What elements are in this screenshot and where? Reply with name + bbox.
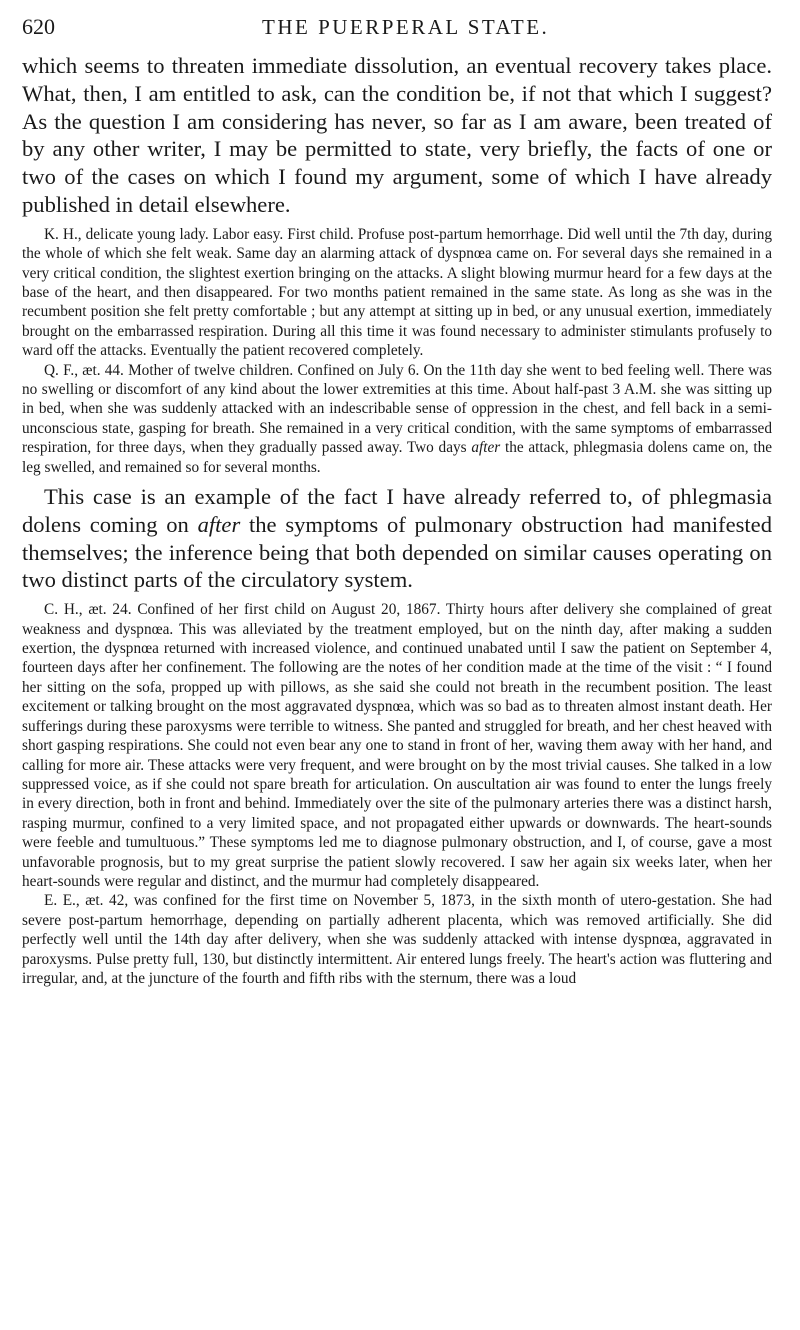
case-qf-text-2: the attack, phlegmasia dolens came on, the leg swelled, and remained so for several months. (22, 439, 773, 476)
example-paragraph (22, 483, 772, 594)
case-qf-text-1: Q. F., æt. 44. Mother of twelve children. Confined on July 6. On the 11th day she went to bed feeling well. There was no swelling or discomfort of any kind about the lower extremities at this time. About half-past 3 A.M. she was sitting up in bed, when she was suddenly attacked with an indescribable sense of oppression in the chest, and fell back in a semi-unconscious state, gasping for breath. She remained in a very critical condition, with the same symptoms of embarrassed respiration, for three days, when they gradually passed away. Two days (22, 361, 772, 457)
example-emphasis: after (197, 511, 241, 537)
case-ch-paragraph: C. H., æt. 24. Confined of her first child on August 20, 1867. Thirty hours after delivery she complained of great weakness and dyspnœa. This was alleviated by the treatment employed, but on the ninth day, after making a sudden exertion, the dyspnœa returned with increased violence, and continued unabated until I saw the patient on September 4, fourteen days after her confinement. The following are the notes of her condition made at the time of the visit : “ I found her sitting on the sofa, propped up with pillows, as she said she could not breath in the recumbent position. The least excitement or talking brought on the most aggravated dyspnœa, which was so bad as to threaten almost instant death. Her sufferings during these paroxysms were terrible to witness. She panted and struggled for breath, and her chest heaved with short gasping respirations. She could not even bear any one to stand in front of her, waving them away with her hand, and calling for more air. These attacks were very frequent, and were brought on by the most trivial causes. She talked in a low suppressed voice, as if she could not spare breath for articulation. On auscultation air was found to enter the lungs freely in every direction, both in front and behind. Immediately over the site of the pulmonary arteries there was a distinct harsh, rasping murmur, confined to a very limited space, and not propagated either upwards or downwards. The heart-sounds were feeble and tumultuous.” These symptoms led me to diagnose pulmonary obstruction, and I, of course, gave a most unfavorable prognosis, but to my great surprise the patient slowly recovered. I saw her again six weeks later, when her heart-sounds were regular and distinct, and the murmur had completely disappeared. (22, 601, 772, 890)
intro-paragraph: which seems to threaten immediate dissolution, an eventual recovery takes place. What, then, I am entitled to ask, can the condition be, if not that which I suggest? As the question I am considering has never, so far as I am aware, been treated of by any other writer, I may be permitted to state, very briefly, the facts of one or two of the cases on which I found my argument, some of which I have already published in detail elsewhere. (22, 53, 772, 217)
page-header (22, 14, 772, 52)
example-text-1: This case is an example of the fact I have already referred to, of phlegmasia dolens coming on (22, 484, 772, 537)
case-qf-paragraph (22, 361, 772, 477)
case-kh-paragraph: K. H., delicate young lady. Labor easy. First child. Profuse post-partum hemorrhage. Did well until the 7th day, during the whole of which she felt weak. Same day an alarming attack of dyspnœa came on. For several days she remained in a very critical condition, the slightest exertion bringing on the attacks. A slight blowing murmur heard for a few days at the base of the heart, and then disappeared. For two months patient remained in the same state. As long as she was in the recumbent position she felt pretty comfortable ; but any attempt at sitting up in bed, or any unusual exertion, immediately brought on the embarrassed respiration. During all this time it was found necessary to administer stimulants profusely to ward off the attacks. Eventually the patient recovered completely. (22, 225, 772, 360)
running-title: THE PUERPERAL STATE. (262, 15, 550, 39)
page-number: 620 (22, 14, 55, 39)
example-text-2: the symptoms of pulmonary obstruction had manifested themselves; the inference being that both depended on similar causes operating on two distinct parts of the circulatory system. (22, 511, 772, 593)
case-ee-paragraph: E. E., æt. 42, was confined for the first time on November 5, 1873, in the sixth month of utero-gestation. She had severe post-partum hemorrhage, depending on partially adherent placenta, which was removed artificially. She did perfectly well until the 14th day after delivery, when she was suddenly attacked with intense dyspnœa, aggravated in paroxysms. Pulse pretty full, 130, but distinctly intermittent. Air entered lungs freely. The heart's action was fluttering and irregular, and, at the juncture of the fourth and fifth ribs with the sternum, there was a loud (22, 892, 772, 987)
case-qf-emphasis: after (471, 439, 501, 457)
